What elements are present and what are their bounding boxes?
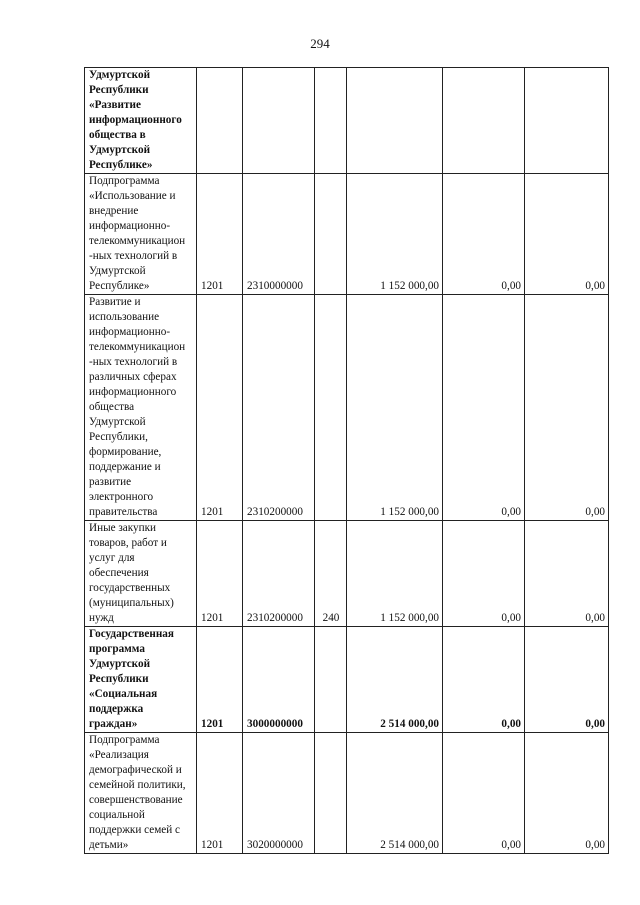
budget-table (84, 67, 609, 854)
section-code: 1201 (197, 521, 243, 627)
amount-2: 0,00 (443, 295, 525, 521)
table-row (85, 174, 609, 295)
amount-1: 1 152 000,00 (347, 295, 443, 521)
amount-1: 2 514 000,00 (347, 627, 443, 733)
target-article-code: 2310200000 (243, 521, 315, 627)
page-number: 294 (310, 36, 330, 51)
table-row (85, 521, 609, 627)
amount-3: 0,00 (525, 627, 609, 733)
amount-2: 0,00 (443, 174, 525, 295)
amount-1: 1 152 000,00 (347, 174, 443, 295)
row-name: Подпрограмма «Использование и внедрение информационно- телекоммуникацион -ных технологий в Удмуртской Республике» (89, 175, 186, 292)
target-article-code: 3000000000 (243, 627, 315, 733)
amount-1 (347, 68, 443, 174)
expense-type-code (315, 733, 347, 854)
table-row (85, 295, 609, 521)
expense-type-code (315, 295, 347, 521)
section-code: 1201 (197, 174, 243, 295)
amount-3: 0,00 (525, 733, 609, 854)
amount-3 (525, 68, 609, 174)
row-name: Удмуртской Республики «Развитие информационного общества в Удмуртской Республике» (89, 69, 182, 171)
target-article-code: 2310000000 (243, 174, 315, 295)
amount-1: 1 152 000,00 (347, 521, 443, 627)
target-article-code: 2310200000 (243, 295, 315, 521)
row-name-cell (85, 174, 197, 295)
table-row (85, 733, 609, 854)
section-code (197, 68, 243, 174)
amount-3: 0,00 (525, 295, 609, 521)
amount-2: 0,00 (443, 733, 525, 854)
row-name-cell (85, 68, 197, 174)
amount-3: 0,00 (525, 521, 609, 627)
amount-2: 0,00 (443, 521, 525, 627)
amount-2 (443, 68, 525, 174)
row-name-cell (85, 627, 197, 733)
amount-1: 2 514 000,00 (347, 733, 443, 854)
row-name: Государственная программа Удмуртской Республики «Социальная поддержка граждан» (89, 628, 174, 730)
row-name: Развитие и использование информационно- телекоммуникацион -ных технологий в различных сферах информационного общества Удмуртской Республики, формирование, поддержание и развитие электронного правительства (89, 296, 186, 518)
row-name-cell (85, 295, 197, 521)
row-name: Подпрограмма «Реализация демографической и семейной политики, совершенствование социальной поддержки семей с детьми» (89, 734, 186, 851)
target-article-code: 3020000000 (243, 733, 315, 854)
section-code: 1201 (197, 295, 243, 521)
expense-type-code (315, 174, 347, 295)
section-code: 1201 (197, 627, 243, 733)
target-article-code (243, 68, 315, 174)
table-row (85, 627, 609, 733)
row-name-cell (85, 733, 197, 854)
expense-type-code (315, 627, 347, 733)
row-name-cell (85, 521, 197, 627)
expense-type-code (315, 68, 347, 174)
section-code: 1201 (197, 733, 243, 854)
amount-3: 0,00 (525, 174, 609, 295)
row-name: Иные закупки товаров, работ и услуг для обеспечения государственных (муниципальных) нужд (89, 522, 174, 624)
table-row (85, 68, 609, 174)
expense-type-code: 240 (315, 521, 347, 627)
amount-2: 0,00 (443, 627, 525, 733)
